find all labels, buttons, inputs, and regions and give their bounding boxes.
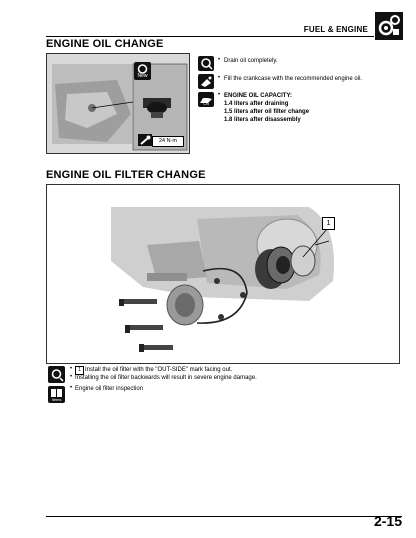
torque-value: 24 N·m <box>152 136 184 147</box>
manual-icon-label: Items <box>51 397 62 402</box>
install-bullet: • <box>70 366 73 372</box>
section-header-title: FUEL & ENGINE <box>303 25 368 34</box>
note-fill: Fill the crankcase with the recommended engine oil. <box>224 76 363 82</box>
inspection-bullet: • <box>70 385 73 391</box>
filter-change-title: ENGINE OIL FILTER CHANGE <box>46 169 206 181</box>
capacity-bullet: • <box>218 92 221 98</box>
engine-gear-icon <box>375 12 403 40</box>
drain-icon <box>198 56 214 71</box>
footer-rule <box>46 516 402 517</box>
capacity-filter-change: 1.5 liters after oil filter change <box>224 109 310 115</box>
header-rule <box>46 36 374 37</box>
new-washer-badge <box>134 62 151 80</box>
note-install: Install the oil filter with the "OUT-SIDE" mark facing out. <box>85 367 233 373</box>
oil-change-title: ENGINE OIL CHANGE <box>46 38 164 50</box>
oil-icon-label: Oil <box>203 101 209 106</box>
warning-bullet: • <box>70 374 73 380</box>
note-inspection: Engine oil filter inspection <box>75 386 144 392</box>
page-number: 2-15 <box>373 513 402 529</box>
oil-fill-icon <box>198 74 214 89</box>
torque-wrench-icon <box>138 134 152 146</box>
fill-bullet: • <box>218 75 221 81</box>
filter-install-icon <box>48 366 65 383</box>
new-label: New <box>137 73 148 79</box>
oil-can-icon <box>198 92 214 107</box>
capacity-draining: 1.4 liters after draining <box>224 101 289 107</box>
drain-bullet: • <box>218 57 221 63</box>
filter-callout: 1 <box>322 217 335 230</box>
capacity-disassembly: 1.8 liters after disassembly <box>224 117 301 123</box>
capacity-title: ENGINE OIL CAPACITY: <box>224 93 293 99</box>
filter-change-figure <box>46 184 400 364</box>
manual-reference-icon <box>48 386 65 403</box>
note-drain: Drain oil completely. <box>224 58 278 64</box>
note-warning: Installing the oil filter backwards will result in severe engine damage. <box>75 375 257 381</box>
note-callout: 1 <box>75 366 84 375</box>
